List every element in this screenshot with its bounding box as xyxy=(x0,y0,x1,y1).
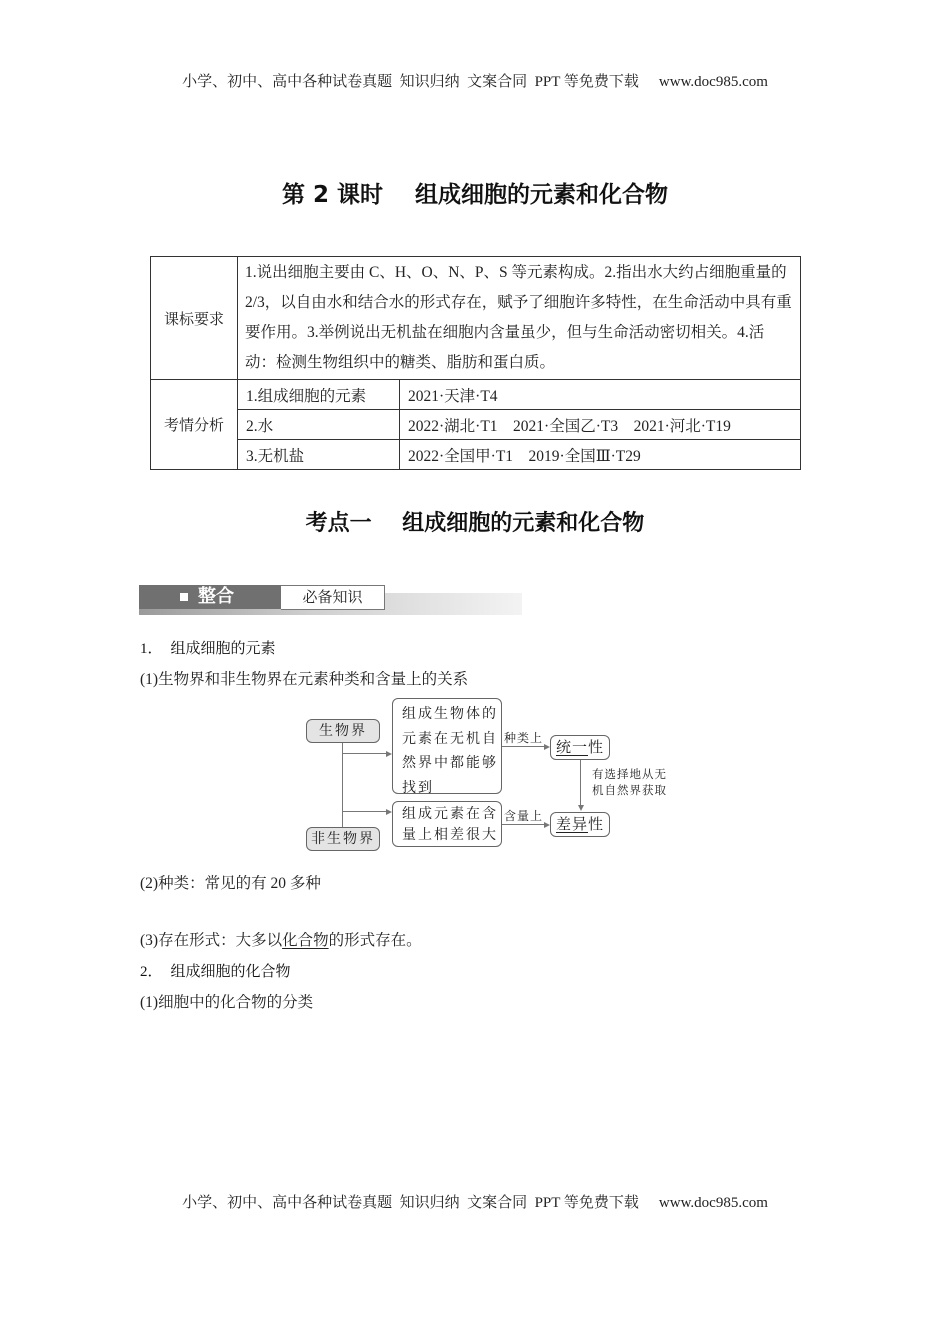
header-url[interactable]: www.doc985.com xyxy=(658,74,768,90)
footer-url[interactable]: www.doc985.com xyxy=(658,1195,768,1211)
row-label-requirements: 课标要求 xyxy=(151,257,238,380)
paragraph-relation: (1)生物界和非生物界在元素种类和含量上的关系 xyxy=(140,671,469,688)
section-banner xyxy=(139,585,522,615)
page-header xyxy=(0,70,950,91)
side-note-line: 机自然界获取 xyxy=(592,783,667,797)
underlined-keyword: 化合物 xyxy=(282,932,329,949)
label-kind: 种类上 xyxy=(504,731,544,745)
banner-main xyxy=(139,585,281,609)
requirements-table xyxy=(150,256,801,470)
header-text: 小学、初中、高中各种试卷真题 知识归纳 文案合同 PPT 等免费下载 xyxy=(182,74,639,90)
result-unity-keyword: 统一 xyxy=(555,738,588,756)
nonbio-world-box: 非生物界 xyxy=(306,827,380,851)
connector-vertical xyxy=(342,743,343,827)
box-line: 元素在无机自 xyxy=(402,730,498,747)
result-unity-suffix: 性 xyxy=(588,738,605,756)
analysis-refs: 2022·全国甲·T1 2019·全国Ⅲ·T29 xyxy=(400,440,801,470)
heading-number: 1． xyxy=(140,641,163,657)
table-row xyxy=(151,440,801,470)
banner-main-label: 整合 xyxy=(198,586,234,607)
heading-elements xyxy=(140,637,276,658)
paragraph-classification: (1)细胞中的化合物的分类 xyxy=(140,994,314,1011)
paragraph-kinds: (2)种类：常见的有 20 多种 xyxy=(140,875,321,892)
box-found-in-nature xyxy=(392,698,502,794)
table-row xyxy=(151,257,801,380)
footer-text: 小学、初中、高中各种试卷真题 知识归纳 文案合同 PPT 等免费下载 xyxy=(182,1195,639,1211)
side-note xyxy=(592,766,667,798)
heading-compounds xyxy=(140,960,291,981)
text: (3)存在形式：大多以 xyxy=(140,932,283,949)
analysis-topic: 2.水 xyxy=(238,410,400,440)
requirements-content: 1.说出细胞主要由 C、H、O、N、P、S 等元素构成。2.指出水大约占细胞重量的 2/3，以自由水和结合水的形式存在，赋予了细胞许多特性，在生命活动中具有重要作用。3.举例说出无机盐在细胞内含量虽少，但与生命活动密切相关。4.活动：检测生物组织中的糖类、脂肪和蛋白质。 xyxy=(238,257,801,380)
section-title: 考点一 组成细胞的元素和化合物 xyxy=(305,511,645,536)
box-line: 然界中都能够 xyxy=(402,755,498,771)
box-line: 量上相差很大 xyxy=(402,827,498,843)
connector-top xyxy=(342,753,386,754)
relation-diagram xyxy=(300,690,670,860)
lesson-title: 第 2 课时 组成细胞的元素和化合物 xyxy=(281,182,669,208)
box-line: 组成生物体的 xyxy=(402,706,498,722)
analysis-topic: 1.组成细胞的元素 xyxy=(238,380,400,410)
analysis-topic: 3.无机盐 xyxy=(238,440,400,470)
analysis-refs: 2021·天津·T4 xyxy=(400,380,801,410)
connector-content xyxy=(502,824,544,825)
table-row xyxy=(151,380,801,410)
connector-down xyxy=(580,760,581,806)
heading-number: 2． xyxy=(140,964,163,980)
paragraph-forms xyxy=(140,928,422,950)
box-line: 组成元素在含 xyxy=(402,806,498,822)
result-unity xyxy=(550,735,610,760)
connector-bottom xyxy=(342,811,386,812)
table-row xyxy=(151,410,801,440)
bio-world-box: 生物界 xyxy=(306,719,380,743)
row-label-analysis: 考情分析 xyxy=(151,380,238,470)
box-line: 找到 xyxy=(402,779,434,796)
result-difference-suffix: 性 xyxy=(588,815,605,833)
result-difference-keyword: 差异 xyxy=(555,815,588,833)
arrow-down-icon xyxy=(578,805,584,811)
heading-text: 组成细胞的元素 xyxy=(170,639,276,657)
analysis-refs: 2022·湖北·T1 2021·全国乙·T3 2021·河北·T19 xyxy=(400,410,801,440)
result-difference xyxy=(550,812,610,837)
side-note-line: 有选择地从无 xyxy=(592,767,667,781)
banner-sub-label: 必备知识 xyxy=(281,585,385,610)
square-bullet-icon xyxy=(180,593,188,601)
label-content: 含量上 xyxy=(504,809,544,823)
heading-text: 组成细胞的化合物 xyxy=(170,962,291,980)
text: 的形式存在。 xyxy=(328,932,422,949)
page-footer xyxy=(0,1191,950,1212)
connector-kind xyxy=(502,746,544,747)
box-content-differs xyxy=(392,801,502,847)
